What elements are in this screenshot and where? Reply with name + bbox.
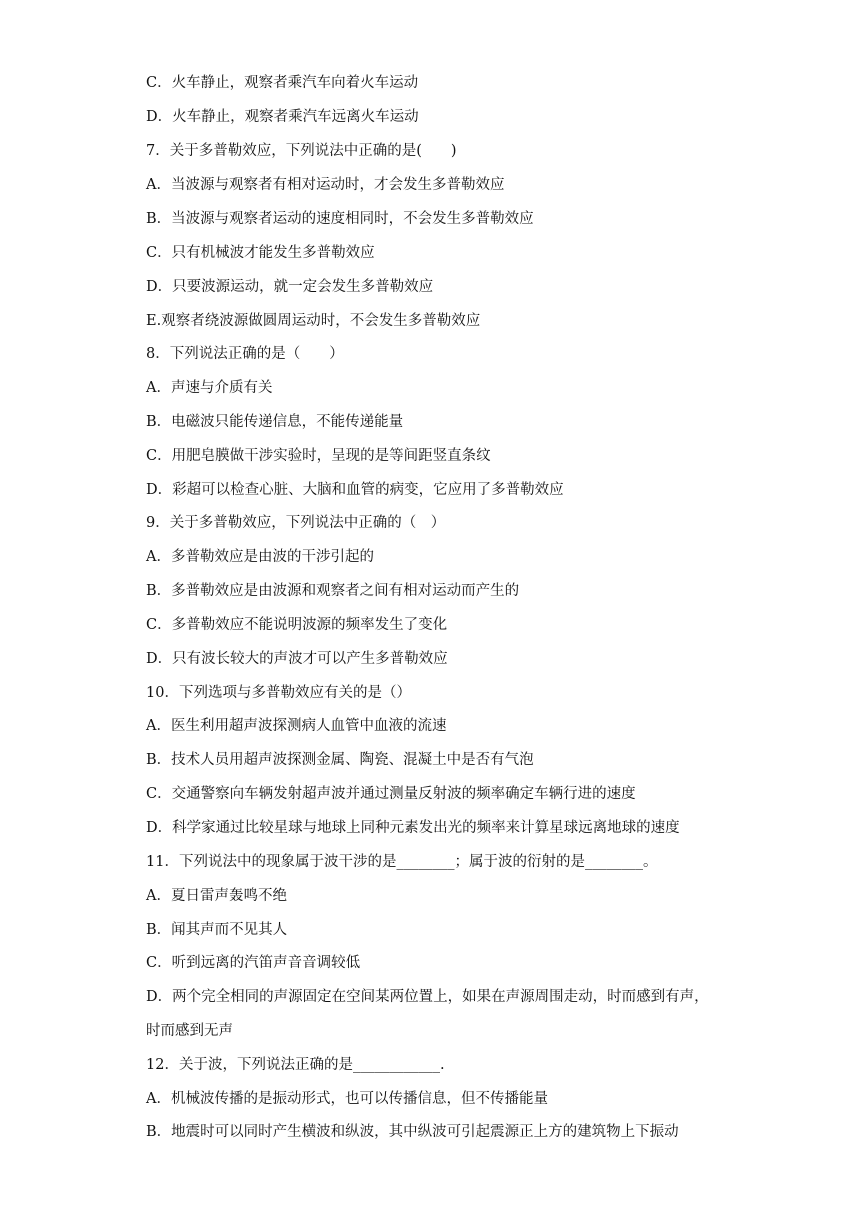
q11-stem: 11．下列说法中的现象属于波干涉的是________；属于波的衍射的是________。	[146, 854, 658, 870]
q8-stem: 8．下列说法正确的是（ ）	[146, 346, 344, 362]
q10-stem: 10．下列选项与多普勒效应有关的是（）	[146, 685, 411, 701]
q7-option-e: E.观察者绕波源做圆周运动时，不会发生多普勒效应	[146, 313, 481, 329]
q10-option-b: B．技术人员用超声波探测金属、陶瓷、混凝土中是否有气泡	[146, 752, 534, 768]
q9-option-d: D．只有波长较大的声波才可以产生多普勒效应	[146, 651, 448, 667]
q7-option-a: A．当波源与观察者有相对运动时，才会发生多普勒效应	[146, 177, 505, 193]
q7-option-b: B．当波源与观察者运动的速度相同时，不会发生多普勒效应	[146, 211, 534, 227]
q7-option-c: C．只有机械波才能发生多普勒效应	[146, 245, 375, 261]
q10-option-c: C．交通警察向车辆发射超声波并通过测量反射波的频率确定车辆行进的速度	[146, 786, 636, 802]
q9-stem: 9．关于多普勒效应，下列说法中正确的（ ）	[146, 515, 446, 531]
q8-option-a: A．声速与介质有关	[146, 380, 273, 396]
q11-option-d-continued: 时而感到无声	[146, 1023, 233, 1039]
q8-option-b: B．电磁波只能传递信息，不能传递能量	[146, 414, 404, 430]
q11-option-c: C．听到远离的汽笛声音音调较低	[146, 955, 361, 971]
q7-stem: 7．关于多普勒效应，下列说法中正确的是( )	[146, 143, 457, 159]
q9-option-c: C．多普勒效应不能说明波源的频率发生了变化	[146, 617, 448, 633]
q8-option-c: C．用肥皂膜做干涉实验时，呈现的是等间距竖直条纹	[146, 448, 491, 464]
q6-option-c: C．火车静止，观察者乘汽车向着火车运动	[146, 75, 419, 91]
q6-option-d: D．火车静止，观察者乘汽车远离火车运动	[146, 109, 419, 125]
q7-option-d: D．只要波源运动，就一定会发生多普勒效应	[146, 279, 434, 295]
q12-stem: 12．关于波，下列说法正确的是____________.	[146, 1057, 445, 1073]
q12-option-b: B．地震时可以同时产生横波和纵波，其中纵波可引起震源正上方的建筑物上下振动	[146, 1124, 679, 1140]
q9-option-b: B．多普勒效应是由波源和观察者之间有相对运动而产生的	[146, 583, 520, 599]
q10-option-a: A．医生利用超声波探测病人血管中血液的流速	[146, 718, 447, 734]
q11-option-b: B．闻其声而不见其人	[146, 922, 288, 938]
q8-option-d: D．彩超可以检查心脏、大脑和血管的病变，它应用了多普勒效应	[146, 482, 564, 498]
q12-option-a: A．机械波传播的是振动形式，也可以传播信息，但不传播能量	[146, 1091, 548, 1107]
q11-option-d: D．两个完全相同的声源固定在空间某两位置上，如果在声源周围走动，时而感到有声，	[146, 989, 709, 1005]
q10-option-d: D．科学家通过比较星球与地球上同种元素发出光的频率来计算星球远离地球的速度	[146, 820, 680, 836]
q9-option-a: A．多普勒效应是由波的干涉引起的	[146, 549, 374, 565]
q11-option-a: A．夏日雷声轰鸣不绝	[146, 888, 287, 904]
